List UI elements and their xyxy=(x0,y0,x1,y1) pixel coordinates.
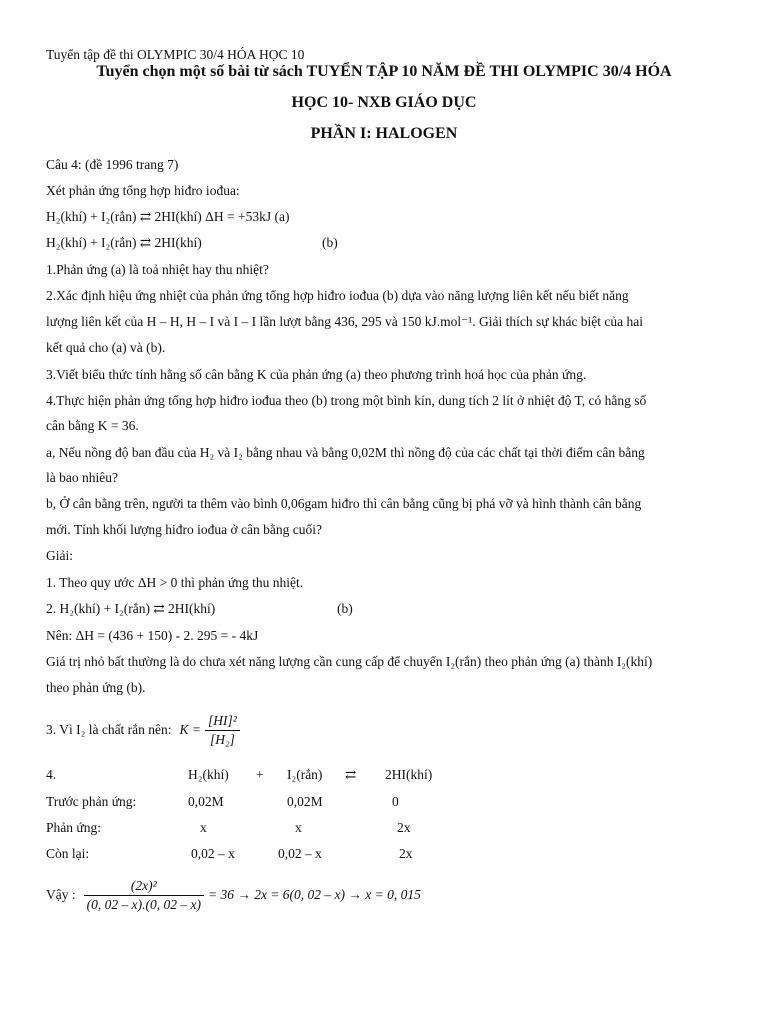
table-cell: 0,02 – x xyxy=(278,846,322,861)
table-header-h2: H₂(khí) xyxy=(188,767,229,782)
solution-4-number: 4. xyxy=(46,767,57,782)
table-cell: x xyxy=(295,820,302,835)
question-label: Câu 4: (đề 1996 trang 7) xyxy=(46,157,179,172)
question-4b-line1: b, Ở cân bằng trên, người ta thêm vào bình 0,06gam hiđro thì cân bằng cũng bị phá vỡ và hình thành cân bằng xyxy=(46,496,642,511)
solution-1: 1. Theo quy ước ΔH > 0 thì phản ứng thu nhiệt. xyxy=(46,575,304,590)
solution-3-denominator: [H₂] xyxy=(205,730,240,748)
question-4-line1: 4.Thực hiện phản ứng tổng hợp hiđro iođua theo (b) trong một bình kín, dung tích 2 lít ở nhiệt độ T, có hằng số xyxy=(46,393,647,408)
solution-3 xyxy=(46,710,240,750)
question-4a-line2: là bao nhiêu? xyxy=(46,470,118,485)
document-title-line1: Tuyển chọn một số bài từ sách TUYỂN TẬP 10 NĂM ĐỀ THI OLYMPIC 30/4 HÓA xyxy=(96,63,672,80)
table-cell: 0,02M xyxy=(287,794,323,809)
question-intro: Xét phản ứng tổng hợp hiđro iođua: xyxy=(46,183,240,198)
solution-2-equation: 2. H₂(khí) + I₂(rắn) ⇄ 2HI(khí) xyxy=(46,601,216,616)
solution-3-numerator: [HI]² xyxy=(208,712,237,728)
equation-b-tag: (b) xyxy=(322,235,338,250)
question-3: 3.Viết biểu thức tính hằng số cân bằng K của phản ứng (a) theo phương trình hoá học của phản ứng. xyxy=(46,367,587,382)
question-4a-line1: a, Nếu nồng độ ban đầu của H₂ và I₂ bằng nhau và bằng 0,02M thì nồng độ của các chất tại thời điểm cân bằng xyxy=(46,445,645,460)
table-header-hi: 2HI(khí) xyxy=(385,767,433,782)
section-title: PHẦN I: HALOGEN xyxy=(310,125,458,142)
solution-label: Giải: xyxy=(46,548,73,563)
question-4-line2: cân bằng K = 36. xyxy=(46,418,139,433)
table-row-label: Phản ứng: xyxy=(46,820,101,835)
question-2-line2: lượng liên kết của H – H, H – I và I – I lần lượt bằng 436, 295 và 150 kJ.mol⁻¹. Giải thích sự khác biệt của hai xyxy=(46,314,644,329)
solution-2-expl-line2: theo phản ứng (b). xyxy=(46,680,146,695)
table-row-label: Còn lại: xyxy=(46,846,90,861)
final-prefix: Vậy : xyxy=(46,887,76,902)
equation-a: H₂(khí) + I₂(rắn) ⇄ 2HI(khí) ΔH = +53kJ (a) xyxy=(46,209,290,224)
solution-2-calc: Nên: ΔH = (436 + 150) - 2. 295 = - 4kJ xyxy=(46,628,259,643)
table-cell: 2x xyxy=(399,846,413,861)
table-header-arrow: ⇄ xyxy=(345,767,357,782)
solution-2-tag: (b) xyxy=(337,601,353,616)
question-2-line3: kết quả cho (a) và (b). xyxy=(46,340,166,355)
final-result: = 36 → 2x = 6(0, 02 – x) → x = 0, 015 xyxy=(207,887,421,902)
table-header-plus: + xyxy=(256,767,264,782)
question-2-line1: 2.Xác định hiệu ứng nhiệt của phản ứng tổng hợp hiđro iođua (b) dựa vào năng lượng liên kết nếu biết năng xyxy=(46,288,629,303)
question-4b-line2: mới. Tính khối lượng hiđro iođua ở cân bằng cuối? xyxy=(46,522,322,537)
solution-3-fraction xyxy=(205,713,240,748)
table-header-i2: I₂(rắn) xyxy=(287,767,323,782)
solution-2-expl-line1: Giá trị nhỏ bất thường là do chưa xét năng lượng cần cung cấp để chuyển I₂(rắn) theo phản ứng (a) thành I₂(khí) xyxy=(46,654,653,669)
final-numerator: (2x)² xyxy=(130,877,157,893)
question-1: 1.Phản ứng (a) là toả nhiệt hay thu nhiệt? xyxy=(46,262,269,277)
solution-3-k: K = xyxy=(179,722,202,737)
table-cell: 0 xyxy=(392,794,399,809)
table-cell: x xyxy=(200,820,207,835)
table-cell: 0,02 – x xyxy=(191,846,235,861)
table-cell: 0,02M xyxy=(188,794,224,809)
table-cell: 2x xyxy=(397,820,411,835)
final-fraction xyxy=(84,878,204,913)
solution-3-prefix: 3. Vì I₂ là chất rắn nên: xyxy=(46,722,172,737)
document-title-line2: HỌC 10- NXB GIÁO DỤC xyxy=(291,94,477,111)
table-row-label: Trước phản ứng: xyxy=(46,794,137,809)
final-denominator: (0, 02 – x).(0, 02 – x) xyxy=(84,895,204,913)
equation-b: H₂(khí) + I₂(rắn) ⇄ 2HI(khí) xyxy=(46,235,202,250)
running-title: Tuyển tập đề thi OLYMPIC 30/4 HÓA HỌC 10 xyxy=(46,47,305,62)
final-equation xyxy=(46,873,421,917)
